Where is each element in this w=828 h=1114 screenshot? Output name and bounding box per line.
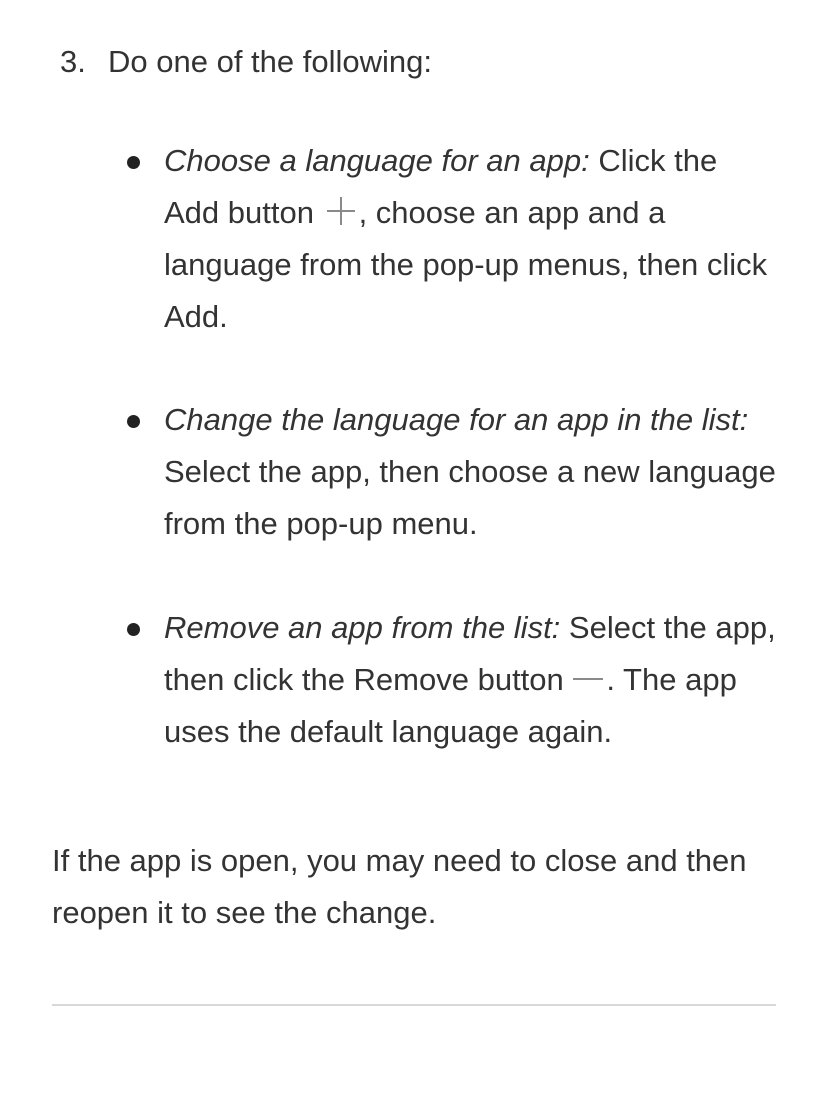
list-item-change-language (164, 394, 776, 550)
step-3 (60, 36, 432, 88)
step-number: 3. (60, 44, 86, 79)
bullet-icon (127, 156, 140, 169)
divider (52, 1004, 776, 1006)
item-text: Select the app, then choose a new language from the pop-up menu. (164, 454, 776, 541)
list-item-remove-app (164, 602, 776, 758)
note-paragraph: If the app is open, you may need to close and then reopen it to see the change. (52, 843, 747, 930)
item-text-continued: . The app uses the default language again. (164, 662, 737, 749)
item-lead: Remove an app from the list: (164, 610, 561, 645)
list-item-choose-language (164, 135, 776, 343)
item-lead: Choose a language for an app: (164, 143, 590, 178)
item-text-continued: , choose an app and a language from the pop-up menus, then click Add. (164, 195, 768, 334)
item-text: Select the app, then click the Remove button (164, 610, 776, 697)
item-lead: Change the language for an app in the list: (164, 402, 749, 437)
bullet-icon (127, 415, 140, 428)
step-text: Do one of the following: (108, 44, 432, 79)
minus-icon (572, 663, 606, 693)
item-text: Click the Add button (164, 143, 718, 230)
plus-icon (323, 196, 359, 226)
bullet-icon (127, 623, 140, 636)
